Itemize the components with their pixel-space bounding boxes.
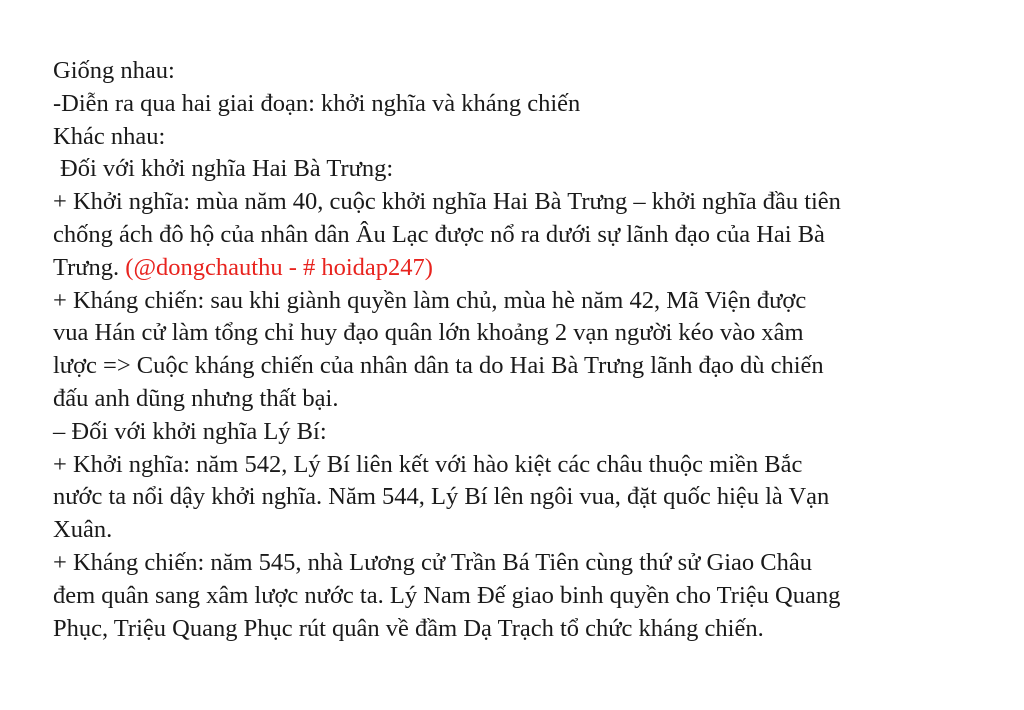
hbt-resistance-line-3: lược => Cuộc kháng chiến của nhân dân ta do Hai Bà Trưng lãnh đạo dù chiến bbox=[53, 352, 824, 380]
hbt-uprising-line-1: + Khởi nghĩa: mùa năm 40, cuộc khởi nghĩa Hai Bà Trưng – khởi nghĩa đầu tiên bbox=[53, 188, 841, 216]
ly-bi-uprising-line-3: Xuân. bbox=[53, 516, 113, 544]
hbt-resistance-line-1: + Kháng chiến: sau khi giành quyền làm chủ, mùa hè năm 42, Mã Viện được bbox=[53, 286, 807, 314]
hbt-resistance-line-2: vua Hán cử làm tổng chỉ huy đạo quân lớn khoảng 2 vạn người kéo vào xâm bbox=[53, 319, 804, 347]
document-body bbox=[53, 55, 983, 645]
ly-bi-heading: – Đối với khởi nghĩa Lý Bí: bbox=[53, 417, 327, 445]
hbt-resistance-line-4: đấu anh dũng nhưng thất bại. bbox=[53, 384, 339, 412]
similar-line: -Diễn ra qua hai giai đoạn: khởi nghĩa và kháng chiến bbox=[53, 89, 581, 117]
hbt-uprising-line-2: chống ách đô hộ của nhân dân Âu Lạc được nổ ra dưới sự lãnh đạo của Hai Bà bbox=[53, 220, 825, 248]
hbt-uprising-end: Trưng. bbox=[53, 253, 120, 281]
different-heading: Khác nhau: bbox=[53, 122, 166, 150]
ly-bi-uprising-line-2: nước ta nổi dậy khởi nghĩa. Năm 544, Lý Bí lên ngôi vua, đặt quốc hiệu là Vạn bbox=[53, 483, 830, 511]
hbt-uprising-line-3 bbox=[53, 252, 983, 285]
ly-bi-uprising-line-1: + Khởi nghĩa: năm 542, Lý Bí liên kết với hào kiệt các châu thuộc miền Bắc bbox=[53, 450, 803, 478]
hbt-heading: Đối với khởi nghĩa Hai Bà Trưng: bbox=[60, 155, 394, 183]
ly-bi-resistance-line-2: đem quân sang xâm lược nước ta. Lý Nam Đế giao binh quyền cho Triệu Quang bbox=[53, 581, 841, 609]
credit-text: (@dongchauthu - # hoidap247) bbox=[125, 253, 433, 281]
similar-heading: Giống nhau: bbox=[53, 57, 175, 84]
ly-bi-resistance-line-1: + Kháng chiến: năm 545, nhà Lương cử Trần Bá Tiên cùng thứ sử Giao Châu bbox=[53, 548, 813, 576]
ly-bi-resistance-line-3: Phục, Triệu Quang Phục rút quân về đầm Dạ Trạch tổ chức kháng chiến. bbox=[53, 614, 764, 642]
